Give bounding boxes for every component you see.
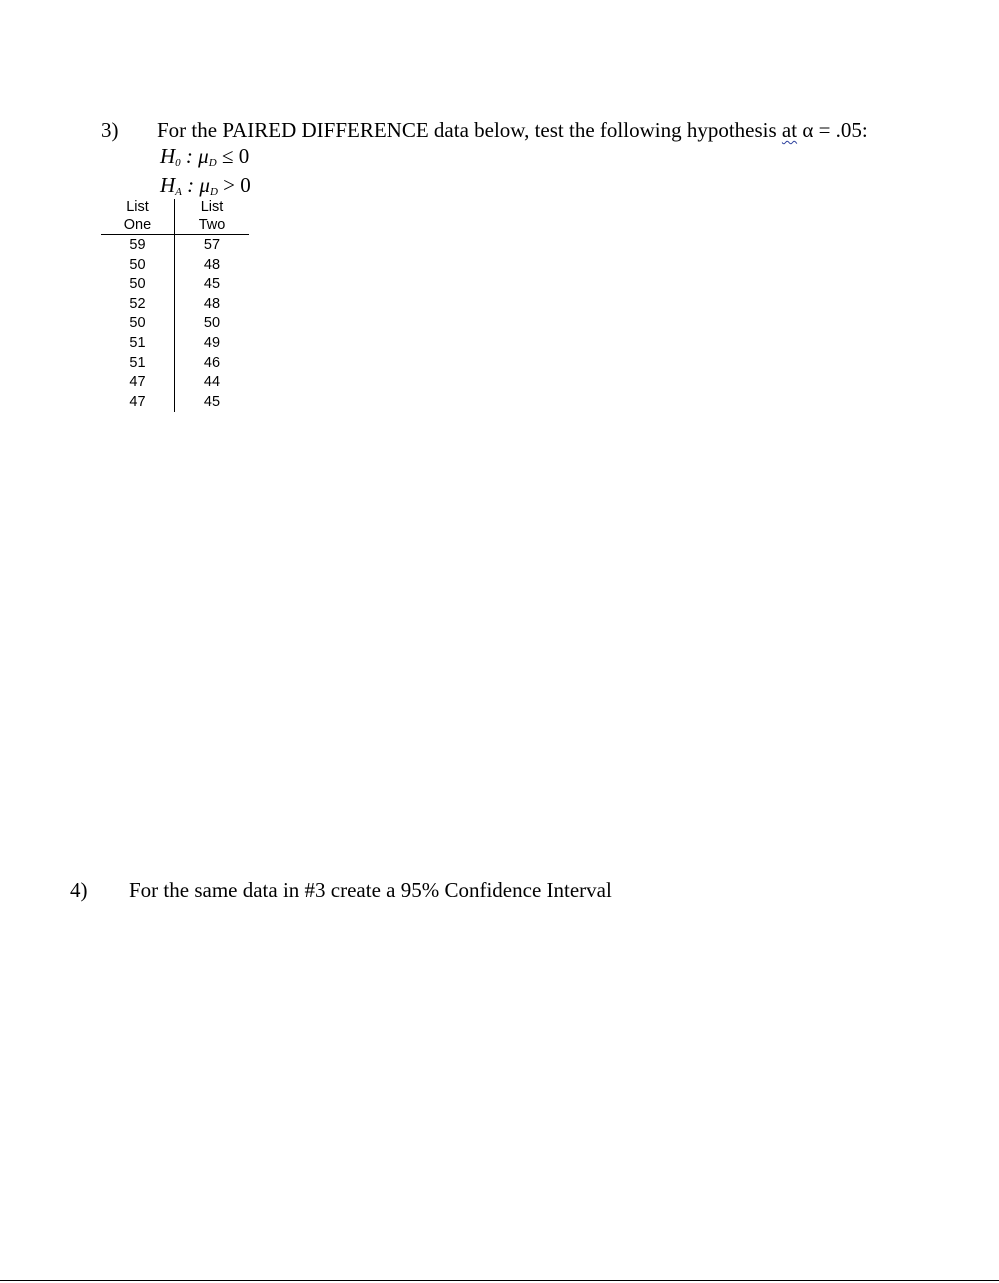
list-two-cell: 49 <box>175 334 250 354</box>
list-two-cell: 45 <box>175 393 250 413</box>
question-3-number: 3) <box>101 118 119 142</box>
h0-subscript: 0 <box>175 157 181 169</box>
ha-relation: > 0 <box>217 173 251 197</box>
table-row <box>101 235 249 256</box>
ha-mu: : μ <box>181 173 210 197</box>
header-list-two-line1: List <box>175 199 250 217</box>
list-one-cell: 50 <box>129 276 146 293</box>
list-one-cell: 50 <box>129 256 146 273</box>
table-row <box>101 256 249 276</box>
alternative-hypothesis <box>160 173 251 198</box>
question-3-alpha: α = .05: <box>797 118 868 142</box>
question-3-text: For the PAIRED DIFFERENCE data below, test the following hypothesis <box>157 118 782 142</box>
list-one-cell: 50 <box>129 315 146 332</box>
paired-data-table <box>101 199 249 412</box>
table-row <box>101 314 249 334</box>
ha-mu-subscript: D <box>209 186 218 198</box>
h0-symbol: H <box>160 144 176 168</box>
h0-mu-subscript: D <box>208 157 217 169</box>
table-row <box>101 275 249 295</box>
list-one-cell: 47 <box>129 374 146 391</box>
question-4-number: 4) <box>70 878 88 902</box>
null-hypothesis <box>160 144 249 169</box>
ha-symbol: H <box>160 173 176 197</box>
table-row <box>101 373 249 393</box>
h0-relation: ≤ 0 <box>216 144 250 168</box>
question-3-prompt <box>157 118 868 143</box>
list-one-cell: 51 <box>129 334 146 351</box>
header-list-two-line2: Two <box>175 217 250 235</box>
table-row <box>101 295 249 315</box>
list-one-cell: 51 <box>129 354 146 371</box>
list-two-cell: 48 <box>175 295 250 315</box>
page-bottom-divider <box>0 1280 999 1281</box>
question-4-text: For the same data in #3 create a 95% Confidence Interval <box>129 878 612 902</box>
question-3-at-word: at <box>781 118 798 142</box>
list-two-cell: 44 <box>175 373 250 393</box>
h0-mu: : μ <box>180 144 209 168</box>
table-row <box>101 354 249 374</box>
list-two-cell: 48 <box>175 256 250 276</box>
list-two-cell: 46 <box>175 354 250 374</box>
header-list-one-line1: List <box>126 199 149 215</box>
list-one-cell: 52 <box>129 295 146 312</box>
list-one-cell: 59 <box>129 237 146 253</box>
table-row <box>101 393 249 413</box>
list-two-cell: 57 <box>175 235 250 256</box>
list-one-cell: 47 <box>129 393 146 410</box>
header-list-one-line2: One <box>101 217 175 235</box>
list-two-cell: 45 <box>175 275 250 295</box>
ha-subscript: A <box>175 186 182 198</box>
list-two-cell: 50 <box>175 314 250 334</box>
table-row <box>101 334 249 354</box>
